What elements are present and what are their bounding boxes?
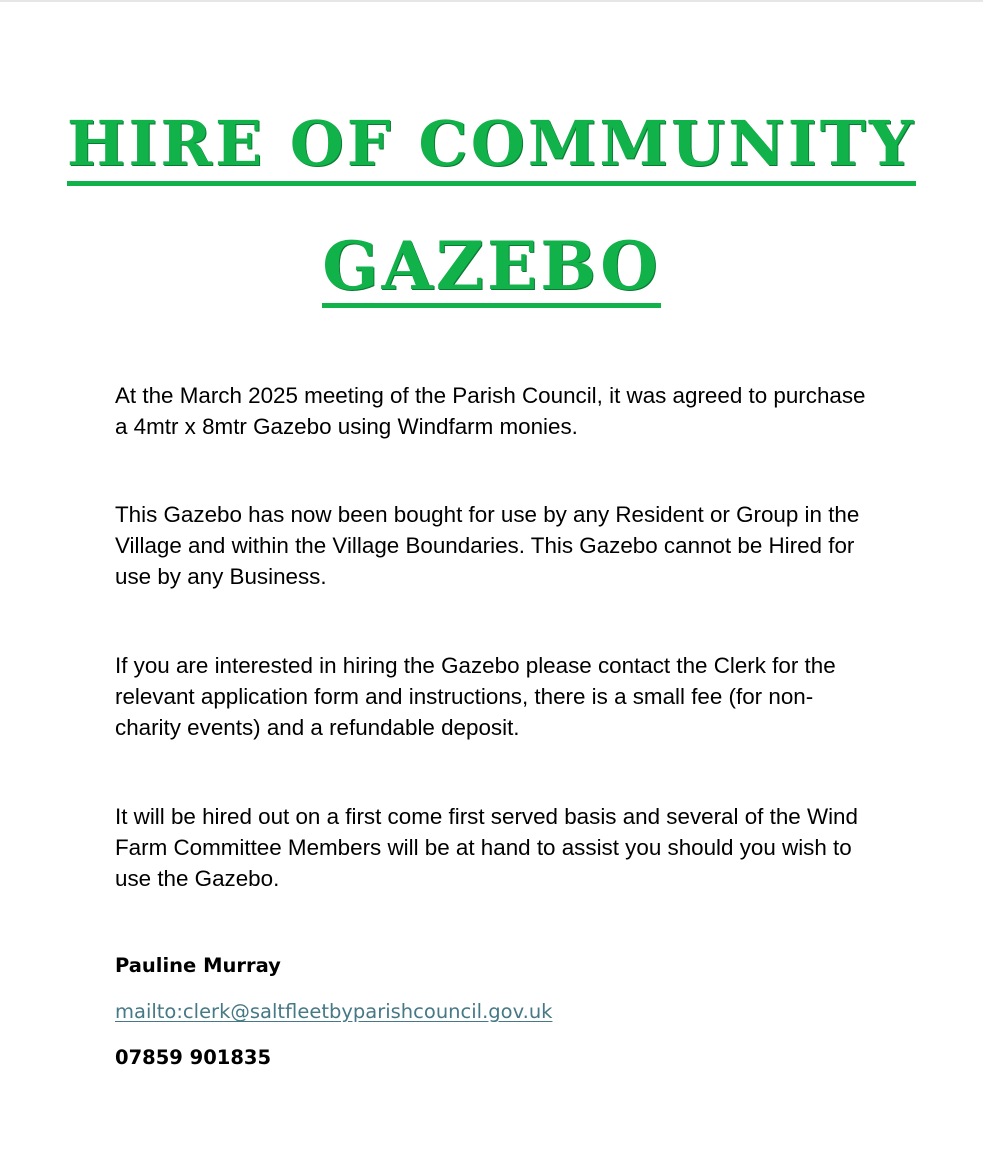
signature-name: Pauline Murray [115,954,281,977]
page-title-line-2-text: GAZEBO [322,230,661,308]
page-title-line-2 [60,226,923,308]
page-title-line-1-text: HIRE OF COMMUNITY [67,108,916,186]
email-link[interactable]: mailto:clerk@saltfleetbyparishcouncil.gov.uk [115,1000,553,1023]
signature-phone: 07859 901835 [115,1046,272,1069]
paragraph-eligibility: This Gazebo has now been bought for use by any Resident or Group in the Village and within the Village Boundaries. This Gazebo cannot be Hired for use by any Business. [115,502,860,589]
page-title-line-1 [60,104,923,186]
page-top-border [0,0,983,2]
paragraph-contact-info: If you are interested in hiring the Gazebo please contact the Clerk for the relevant application form and instructions, there is a small fee (for non-charity events) and a refundable deposit. [115,653,836,740]
paragraph-booking-basis: It will be hired out on a first come first served basis and several of the Wind Farm Committee Members will be at hand to assist you should you wish to use the Gazebo. [115,804,858,891]
paragraph-purchase: At the March 2025 meeting of the Parish Council, it was agreed to purchase a 4mtr x 8mtr Gazebo using Windfarm monies. [115,383,866,439]
